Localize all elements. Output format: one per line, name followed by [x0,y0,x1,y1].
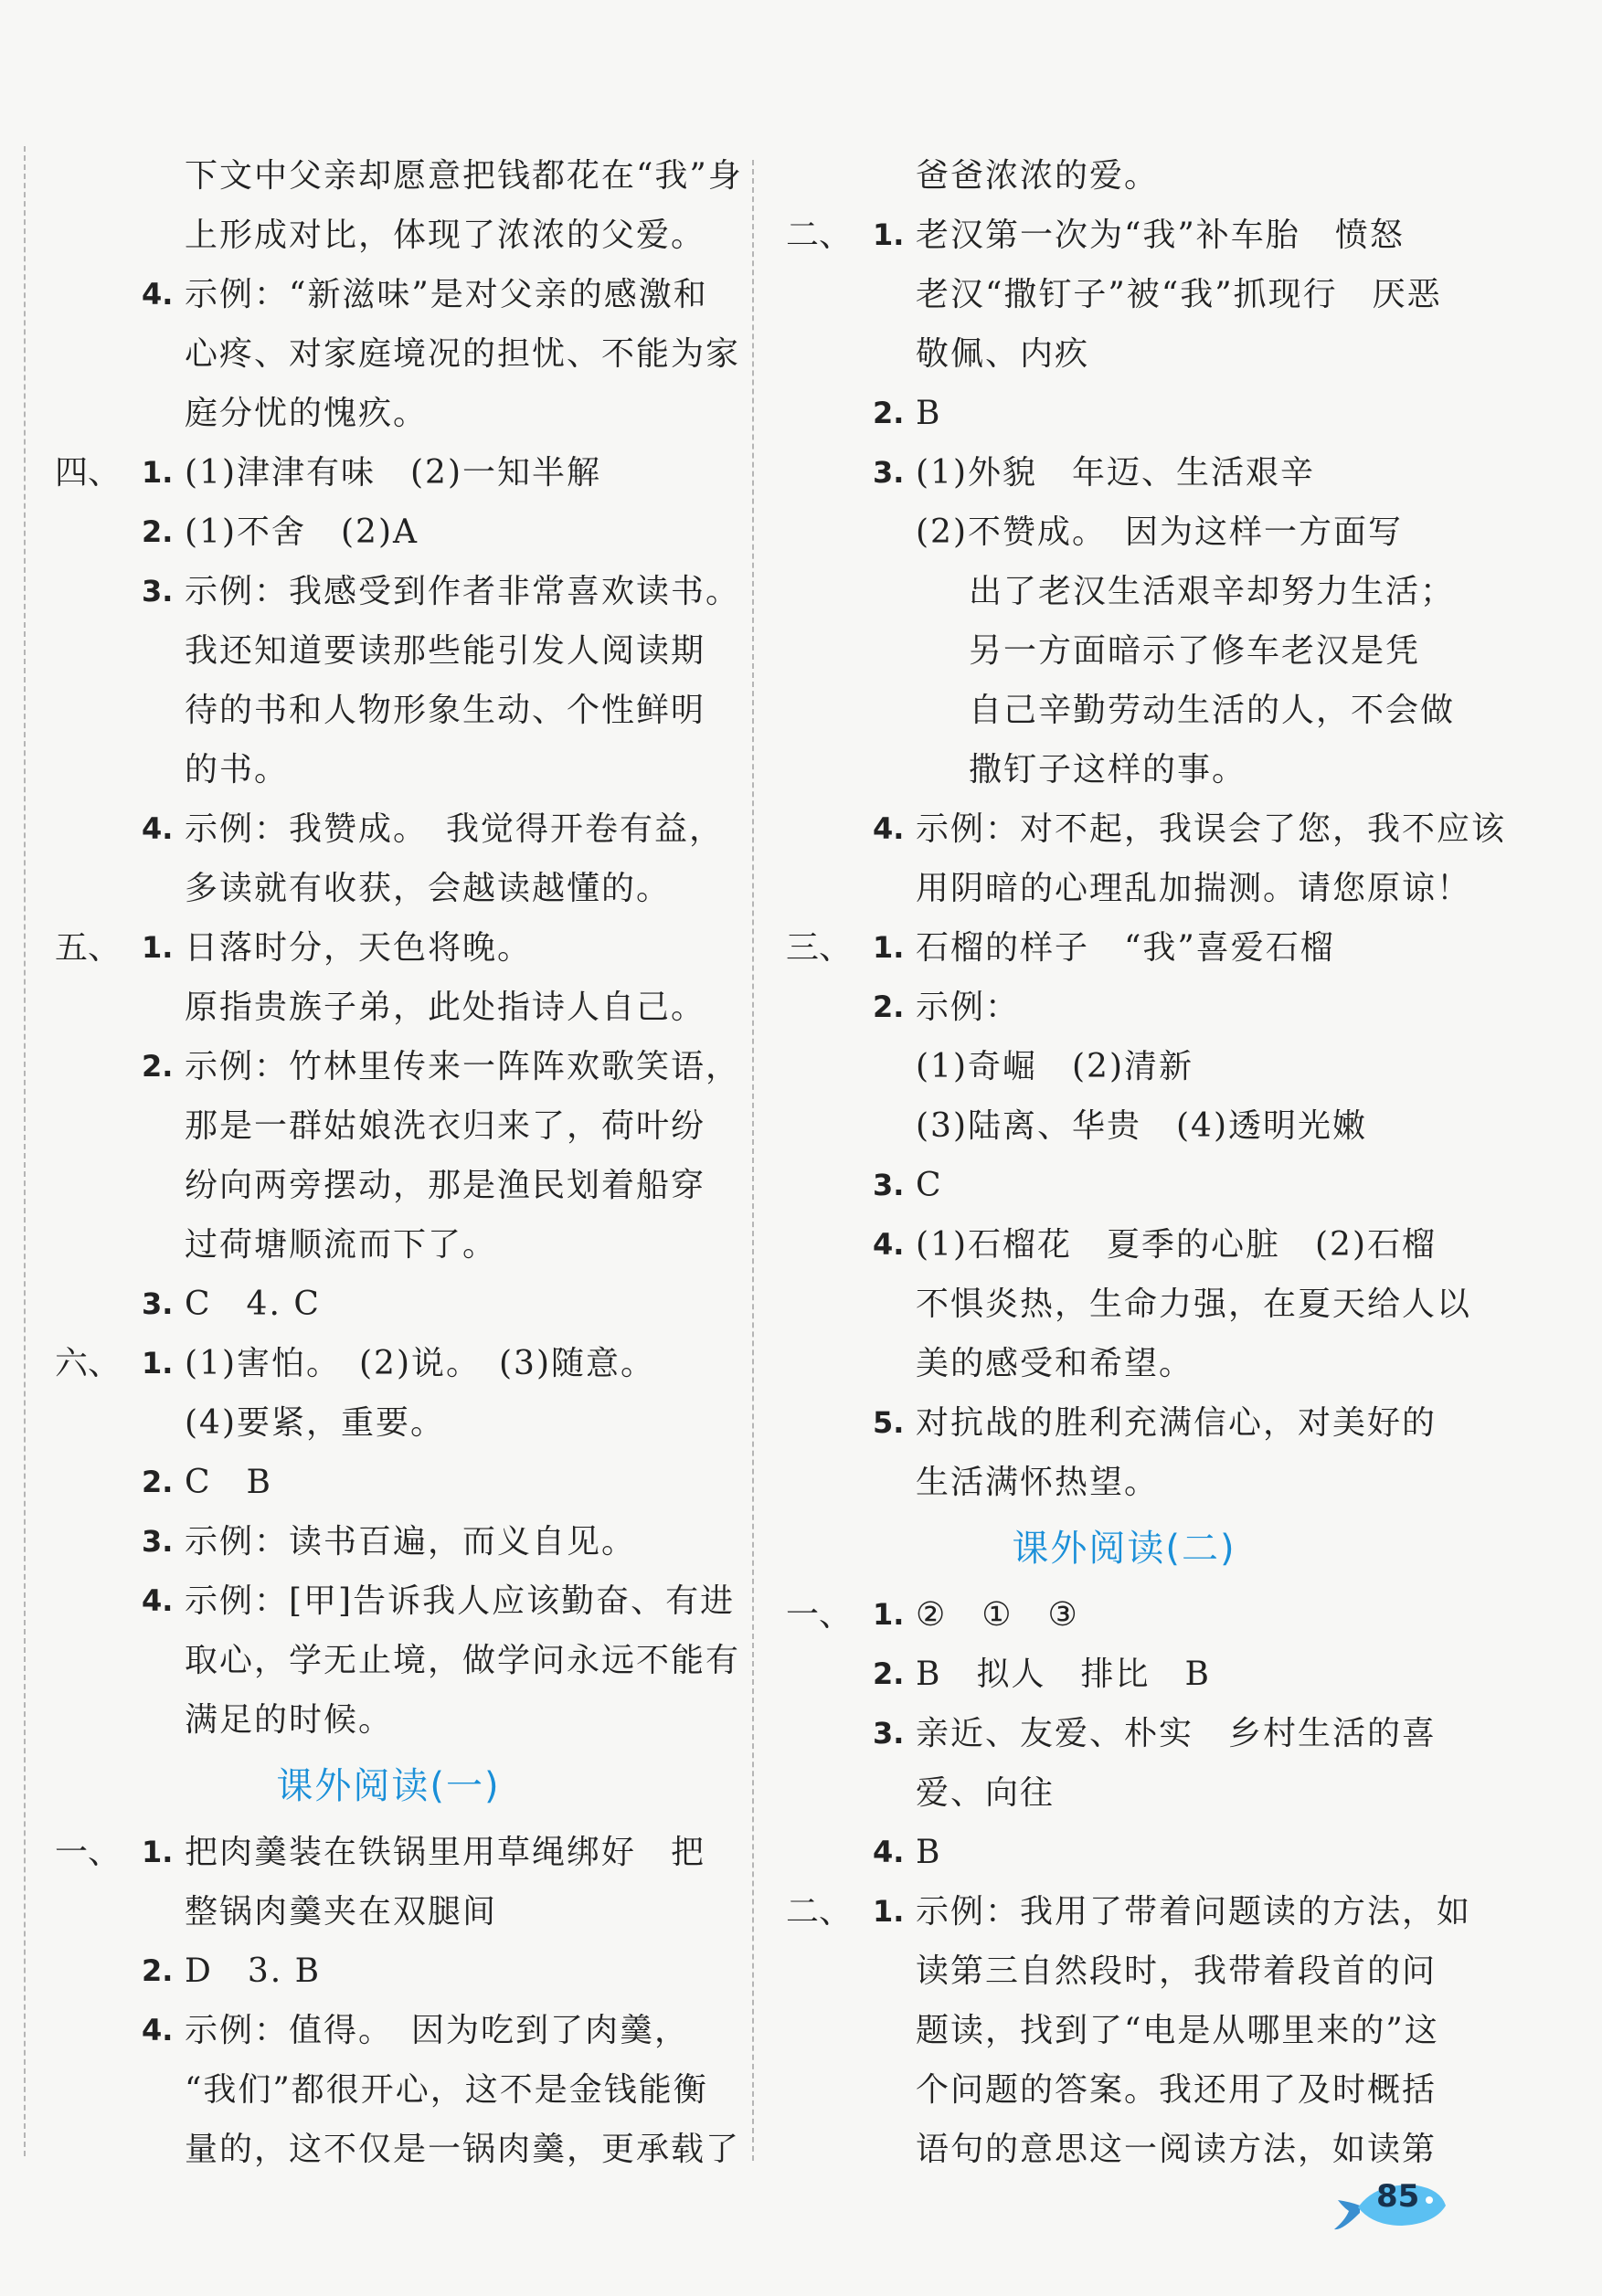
question-number: 1. [873,1894,905,1929]
question-number: 2. [873,989,905,1024]
answer-line [55,978,722,1037]
question-number: 2. [142,1465,174,1499]
answer-text: 爱、向往 [916,1774,1056,1812]
answer-text: 量的，这不仅是一锅肉羹，更承载了 [185,2131,741,2168]
question-number: 2. [142,1049,174,1084]
question-number: 4. [873,1227,905,1262]
answer-line [55,1275,722,1334]
answer-text: 对抗战的胜利充满信心，对美好的 [916,1404,1438,1442]
answer-text: 老汉第一次为“我”补车胎 愤怒 [916,217,1405,254]
answer-line [55,503,722,562]
answer-line [55,1096,722,1156]
answer-text: 石榴的样子 “我”喜爱石榴 [916,929,1335,967]
answer-line [786,1882,1472,1942]
answer-text: 心疼、对家庭境况的担忧、不能为家 [185,335,741,373]
answer-text: 示例：我感受到作者非常喜欢读书。 [185,573,741,610]
column-divider-dashed-line [752,160,754,2161]
answer-line [55,1823,722,1882]
answer-text: D 3. B [185,1952,322,1990]
answer-text: (1)津津有味 (2)一知半解 [185,454,601,492]
answer-text: 示例：对不起，我误会了您，我不应该 [916,810,1507,848]
question-number: 1. [873,217,905,252]
answer-text: 的书。 [185,751,290,788]
answer-text: 敬佩、内疚 [916,335,1090,373]
question-number: 3. [142,574,174,608]
section-number: 二、 [786,1893,853,1931]
answer-line [55,206,722,265]
answer-text: 个问题的答案。我还用了及时概括 [916,2071,1438,2109]
answer-line [55,621,722,681]
answer-line [786,265,1462,324]
answer-text: 题读，找到了“电是从哪里来的”这 [916,2012,1439,2049]
page-number: 85 [1376,2178,1420,2215]
answer-text: 另一方面暗示了修车老汉是凭 [969,632,1421,670]
section-number: 一、 [55,1834,122,1871]
section-number: 二、 [786,217,853,254]
page-number-badge [1332,2165,1451,2238]
right-column [786,146,1507,2179]
answer-line [786,1823,1462,1882]
question-number: 1. [142,930,174,965]
section-number: 一、 [786,1596,853,1634]
answer-text: 示例：“新滋味”是对父亲的感激和 [185,276,708,313]
answer-text: 用阴暗的心理乱加揣测。请您原谅！ [916,870,1472,907]
answer-line [55,859,722,918]
answer-line [786,1096,1462,1156]
answer-text: 示例：读书百遍，而义自见。 [185,1523,637,1561]
answer-line [786,1334,1462,1393]
answer-text: 示例： [916,989,1021,1026]
question-number: 3. [873,455,905,490]
answer-text: 老汉“撒钉子”被“我”抓现行 厌恶 [916,276,1442,313]
answer-line [786,206,1462,265]
answer-text: B [916,395,942,432]
answer-line [786,2060,1462,2120]
answer-line [786,1645,1462,1704]
answer-text: 日落时分，天色将晚。 [185,929,533,967]
answer-text: 不惧炎热，生命力强，在夏天给人以 [916,1286,1472,1323]
answer-line [55,1453,722,1512]
question-number: 4. [142,811,174,846]
answer-line [55,2120,741,2179]
question-number: 4. [142,2013,174,2047]
answer-text: B 拟人 排比 B [916,1656,1211,1693]
answer-text: 多读就有收获，会越读越懂的。 [185,870,672,907]
answer-text: 上形成对比，体现了浓浓的父爱。 [185,217,706,254]
answer-text: C B [185,1464,273,1501]
answer-line [786,562,1462,621]
answer-line [786,443,1462,503]
answer-text: 整锅肉羹夹在双腿间 [185,1893,498,1931]
question-number: 5. [873,1405,905,1440]
answer-line [55,324,741,384]
question-number: 3. [873,1716,905,1751]
answer-text: 取心，学无止境，做学问永远不能有 [185,1642,741,1679]
answer-text: 过荷塘顺流而下了。 [185,1226,498,1264]
answer-text: 读第三自然段时，我带着段首的问 [916,1952,1438,1990]
answer-text: (4)要紧，重要。 [185,1404,445,1442]
answer-line [786,978,1462,1037]
answer-text: B [916,1834,942,1871]
answer-text: 示例：我赞成。 我觉得开卷有益， [185,810,725,848]
answer-text: 出了老汉生活艰辛却努力生活； [969,573,1456,610]
answer-line [786,146,1462,206]
question-number: 4. [142,277,174,312]
answer-line [55,681,722,740]
question-number: 3. [873,1168,905,1202]
answer-line [786,1215,1462,1275]
section-heading: 课外阅读(一) [276,1765,501,1807]
answer-line [786,1156,1462,1215]
answer-line [55,1882,722,1942]
answer-line [55,1334,722,1393]
left-margin-dashed-line [24,146,26,2156]
answer-line [55,1215,722,1275]
answer-line [55,1690,722,1750]
answer-line [55,918,722,978]
question-number: 1. [142,455,174,490]
answer-line [55,2060,722,2120]
answer-line [786,740,1462,799]
answer-text: 撒钉子这样的事。 [969,751,1247,788]
question-number: 4. [873,1835,905,1869]
question-number: 3. [142,1286,174,1321]
answer-text: (1)奇崛 (2)清新 [916,1048,1194,1085]
answer-text: 示例：竹林里传来一阵阵欢歌笑语， [185,1048,741,1085]
question-number: 4. [142,1583,174,1618]
answer-text: 待的书和人物形象生动、个性鲜明 [185,692,706,729]
answer-text: 示例：值得。 因为吃到了肉羹， [185,2012,690,2049]
section-number: 六、 [55,1345,122,1382]
answer-line [786,799,1507,859]
answer-line [55,562,741,621]
answer-line [55,1037,741,1096]
answer-line [786,1942,1462,2001]
answer-text: “我们”都很开心，这不是金钱能衡 [185,2071,708,2109]
answer-text: 示例：我用了带着问题读的方法，如 [916,1893,1472,1931]
answer-line [786,1037,1462,1096]
answer-line [55,1942,722,2001]
answer-line [55,799,725,859]
answer-line [786,1275,1472,1334]
answer-text: 自己辛勤劳动生活的人，不会做 [969,692,1456,729]
answer-line [55,146,743,206]
answer-line [786,1763,1462,1823]
question-number: 1. [142,1835,174,1869]
answer-text: 把肉羹装在铁锅里用草绳绑好 把 [185,1834,706,1871]
answer-text: (1)害怕。 (2)说。 (3)随意。 [185,1345,655,1382]
answer-line [55,2001,722,2060]
answer-text: (1)不舍 (2)A [185,513,419,551]
left-column [55,146,743,2179]
answer-text: (3)陆离、华贵 (4)透明光嫩 [916,1107,1367,1145]
answer-line [786,384,1462,443]
answer-line [786,324,1462,384]
answer-text: (2)不赞成。 因为这样一方面写 [916,513,1403,551]
answer-line [786,503,1462,562]
answer-text: (1)石榴花 夏季的心脏 (2)石榴 [916,1226,1437,1264]
answer-line [55,1512,722,1571]
answer-line [786,2001,1462,2060]
section-number: 四、 [55,454,122,492]
answer-line [786,859,1472,918]
answer-line [786,1453,1462,1512]
answer-line [55,1393,722,1453]
question-number: 2. [142,1953,174,1988]
question-number: 1. [873,1597,905,1632]
answer-line [786,918,1462,978]
question-number: 1. [142,1346,174,1381]
section-number: 三、 [786,929,853,967]
section-number: 五、 [55,929,122,967]
answer-text: C [916,1167,943,1204]
question-number: 4. [873,811,905,846]
answer-line [55,265,722,324]
section-heading: 课外阅读(二) [1012,1528,1236,1570]
answer-text: 下文中父亲却愿意把钱都花在“我”身 [185,157,743,195]
answer-line [55,1156,722,1215]
answer-text: 我还知道要读那些能引发人阅读期 [185,632,706,670]
question-number: 3. [142,1524,174,1559]
answer-text: 爸爸浓浓的爱。 [916,157,1160,195]
answer-text: ② ① ③ [916,1596,1079,1634]
answer-line [786,621,1462,681]
answer-text: C 4. C [185,1286,321,1323]
answer-line [55,443,722,503]
answer-text: 示例：[甲]告诉我人应该勤奋、有进 [185,1582,736,1620]
answer-line [55,1631,741,1690]
question-number: 2. [873,1656,905,1691]
answer-line [55,740,722,799]
answer-text: 庭分忧的愧疚。 [185,395,429,432]
answer-line [55,384,722,443]
answer-text: 那是一群姑娘洗衣归来了，荷叶纷 [185,1107,706,1145]
answer-text: 满足的时候。 [185,1701,394,1739]
answer-text: 生活满怀热望。 [916,1464,1160,1501]
answer-text: 语句的意思这一阅读方法，如读第 [916,2131,1438,2168]
answer-text: 纷向两旁摆动，那是渔民划着船穿 [185,1167,706,1204]
answer-text: 亲近、友爱、朴实 乡村生活的喜 [916,1715,1438,1752]
question-number: 2. [142,514,174,549]
question-number: 2. [873,396,905,430]
answer-text: 原指贵族子弟，此处指诗人自己。 [185,989,706,1026]
answer-text: 美的感受和希望。 [916,1345,1194,1382]
answer-line [786,1585,1462,1645]
answer-line [55,1571,736,1631]
answer-line [786,681,1462,740]
answer-text: (1)外貌 年迈、生活艰辛 [916,454,1315,492]
answer-line [786,1393,1462,1453]
question-number: 1. [873,930,905,965]
answer-line [786,1704,1462,1763]
